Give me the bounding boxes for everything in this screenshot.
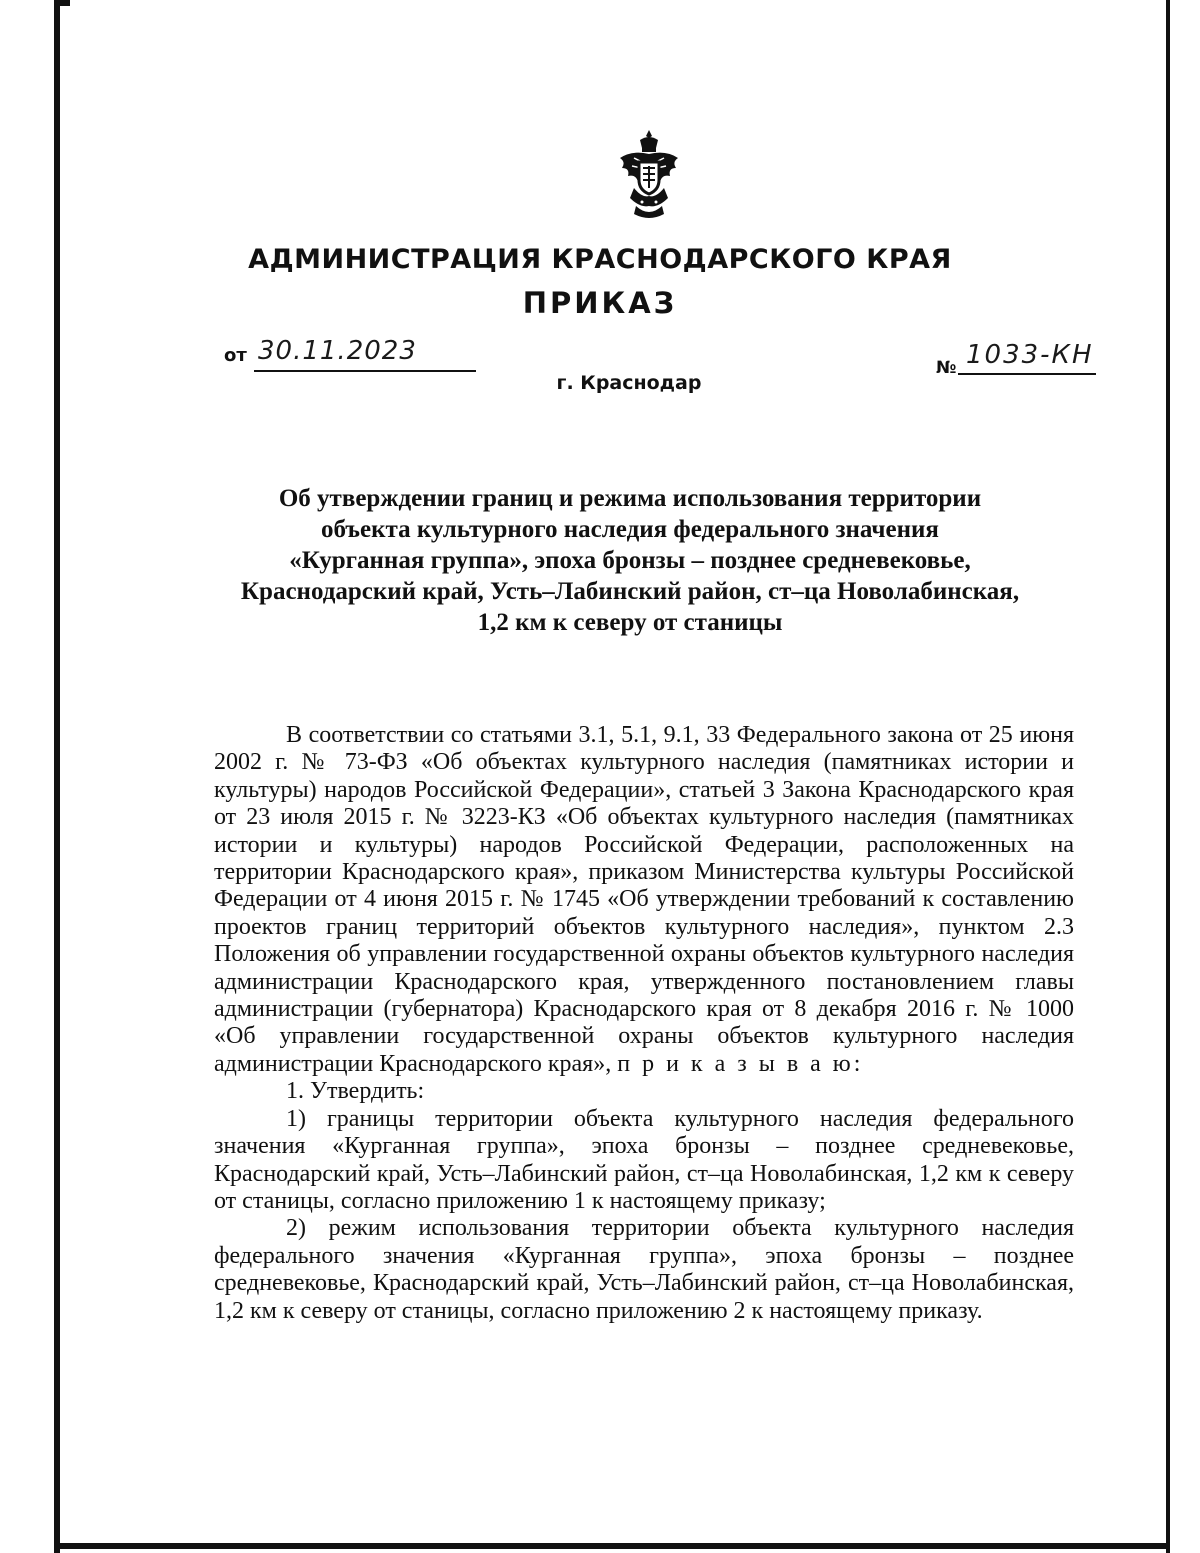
document-number: 1033-КН (966, 340, 1094, 370)
city: г. Краснодар (556, 372, 702, 394)
order-word: п р и к а з ы в а ю: (617, 1050, 864, 1077)
scan-border-right (1166, 0, 1170, 1553)
date-prefix: от (224, 345, 247, 366)
scan-border-corner (54, 0, 70, 6)
number-prefix: № (936, 358, 957, 378)
scan-border-bottom (54, 1543, 1166, 1549)
item-1: 1. Утвердить: (286, 1078, 425, 1105)
date-value: 30.11.2023 (258, 336, 417, 366)
item-1-1: 1) границы территории объекта культурного наследия федерального значения «Курганная группа», эпоха бронзы – позднее средневековье, Краснодарский край, Усть–Лабинский район, ст–ца Новолабинская, 1,2 км к северу от станицы, согласно приложению 1 к настоящему приказу; (214, 1105, 1074, 1214)
document-heading (200, 483, 1060, 638)
preamble-text: В соответствии со статьями 3.1, 5.1, 9.1, 33 Федерального закона от 25 июня 2002 г. № 73-ФЗ «Об объектах культурного наследия (памятниках истории и культуры) народов Российской Федерации», статьей 3 Закона Краснодарского края от 23 июля 2015 г. № 3223-КЗ «Об объектах культурного наследия (памятниках истории и культуры) народов Российской Федерации, расположенных на территории Краснодарского края», приказом Министерства культуры Российской Федерации от 4 июня 2015 г. № 1745 «Об утверждении требований к составлению проектов границ территорий объектов культурного наследия», пунктом 2.3 Положения об управлении государственной охраны объектов культурного наследия администрации Краснодарского края, утвержденного постановлением главы администрации (губернатора) Краснодарского края от 8 декабря 2016 г. № 1000 «Об управлении государственной охраны объектов культурного наследия администрации Краснодарского края», (214, 722, 1074, 1077)
organization-title: АДМИНИСТРАЦИЯ КРАСНОДАРСКОГО КРАЯ (248, 244, 952, 275)
scan-border-left (54, 0, 60, 1553)
heading-line: 1,2 км к северу от станицы (477, 609, 783, 636)
heading-line: «Курганная группа», эпоха бронзы – позднее средневековье, (289, 547, 971, 574)
heading-line: объекта культурного наследия федерального значения (321, 516, 939, 543)
number-underline (958, 373, 1096, 375)
heading-line: Об утверждении границ и режима использования территории (278, 485, 982, 512)
preamble-paragraph (214, 722, 1074, 1078)
document-type: ПРИКАЗ (522, 286, 678, 320)
heading-line: Краснодарский край, Усть–Лабинский район, ст–ца Новолабинская, (240, 578, 1020, 605)
coat-of-arms-emblem (612, 128, 686, 220)
document-body (214, 722, 1074, 1325)
item-1-2: 2) режим использования территории объекта культурного наследия федерального значения «Курганная группа», эпоха бронзы – позднее средневековье, Краснодарский край, Усть–Лабинский район, ст–ца Новолабинская, 1,2 км к северу от станицы, согласно приложению 2 к настоящему приказу. (214, 1215, 1074, 1324)
